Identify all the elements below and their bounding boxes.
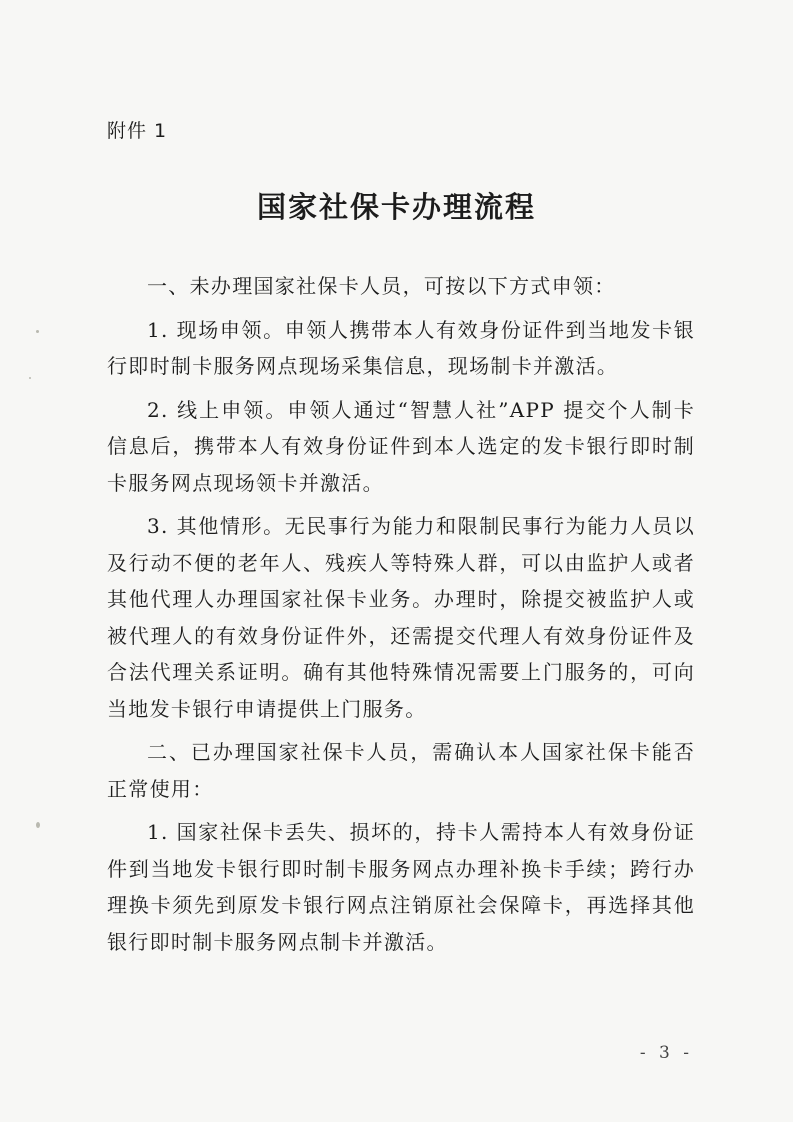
paragraph-lost-damaged-card: 1. 国家社保卡丢失、损坏的，持卡人需持本人有效身份证件到当地发卡银行即时制卡服务网点办理补换卡手续；跨行办理换卡须先到原发卡银行网点注销原社会保障卡，再选择其他银行即时制卡服务网点制卡并激活。 bbox=[107, 820, 695, 954]
paragraph-other-situations: 3. 其他情形。无民事行为能力和限制民事行为能力人员以及行动不便的老年人、残疾人等特殊人群，可以由监护人或者其他代理人办理国家社保卡业务。办理时，除提交被监护人或被代理人的有效身份证件外，还需提交代理人有效身份证件及合法代理关系证明。确有其他特殊情况需要上门服务的，可向当地发卡银行申请提供上门服务。 bbox=[107, 514, 695, 721]
section-heading-2: 二、已办理国家社保卡人员，需确认本人国家社保卡能否正常使用： bbox=[107, 740, 695, 801]
document-body bbox=[107, 268, 695, 967]
scan-speck bbox=[29, 377, 31, 379]
scan-speck bbox=[36, 822, 40, 828]
attachment-label: 附件 1 bbox=[107, 120, 168, 142]
scan-speck bbox=[36, 330, 39, 333]
paragraph-onsite-application: 1. 现场申领。申领人携带本人有效身份证件到当地发卡银行即时制卡服务网点现场采集信息，现场制卡并激活。 bbox=[107, 317, 695, 378]
page-number: - 3 - bbox=[639, 1043, 693, 1063]
document-title: 国家社保卡办理流程 bbox=[256, 190, 536, 224]
section-heading-1: 一、未办理国家社保卡人员，可按以下方式申领： bbox=[147, 274, 616, 298]
paragraph-online-application: 2. 线上申领。申领人通过“智慧人社”APP 提交个人制卡信息后，携带本人有效身份证件到本人选定的发卡银行即时制卡服务网点现场领卡并激活。 bbox=[107, 397, 695, 495]
